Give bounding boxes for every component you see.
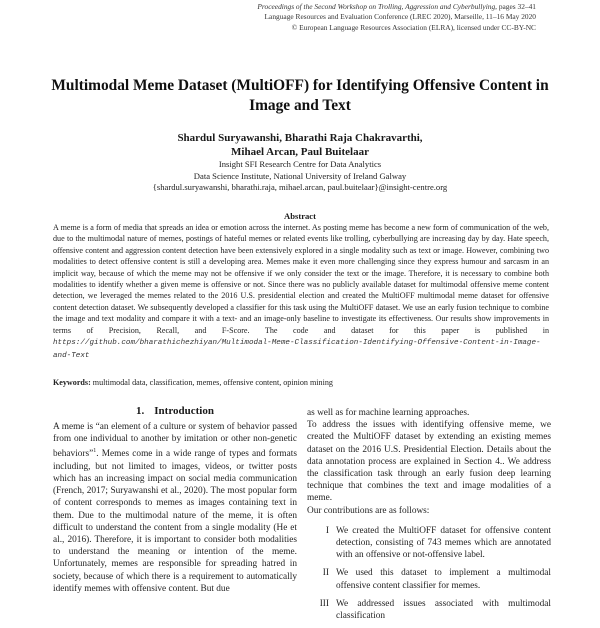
keywords-list: multimodal data, classification, memes, offensive content, opinion mining xyxy=(90,378,333,387)
affiliation-block xyxy=(60,159,540,194)
contribution-item: II We used this dataset to implement a multimodal offensive content classifier for memes. xyxy=(322,568,551,591)
footnote-marker[interactable]: 1 xyxy=(93,448,97,455)
proceedings-header xyxy=(116,2,536,33)
intro-paragraph: A meme is “an element of a culture or system of behavior passed from one individual to another by imitation or other non-genetic behaviors”$^1$. Memes come in a wide range of types and formats including, but not limited to images, videos, or twitter posts which has an increasing impact on social media communication (French, 2017; Suryawanshi et al., 2020). The most popular form of content corresponds to memes as images containing text in them. Due to the multimodal nature of the meme, it is often difficult to understand the content from a single modality (He et al., 2016). Therefore, it is important to consider both modalities to understand the meaning or intention of the meme. Unfortunately, memes are responsible for spreading hatred in society, because of which there is a requirement to automatically identify memes with offensive content. But due xyxy=(53,422,297,594)
right-column xyxy=(307,403,551,628)
code-repository-link[interactable]: https://github.com/bharathichezhiyan/Multimodal-Meme-Classification-Identifying-Offensive-Content-in-Image-and-Text xyxy=(53,339,541,361)
abstract-heading: Abstract xyxy=(284,211,316,221)
affiliation-centre: Insight SFI Research Centre for Data Analytics xyxy=(218,159,382,169)
contribution-item: I We created the MultiOFF dataset for offensive content detection, consisting of 743 memes which are annotated with an offensive or not-offensive label. xyxy=(325,525,551,561)
keywords-line xyxy=(53,378,549,387)
contribution-item: III We addressed issues associated with multimodal classification xyxy=(319,598,551,622)
license-line: © European Language Resources Association (ELRA), licensed under CC-BY-NC xyxy=(291,22,536,32)
affiliation-institute: Data Science Institute, National University of Ireland Galway xyxy=(193,170,407,181)
paper-title: Multimodal Meme Dataset (MultiOFF) for Identifying Offensive Content in Image and Text xyxy=(51,77,549,114)
keywords-label: Keywords: xyxy=(53,378,91,387)
conference-line: Language Resources and Evaluation Conference (LREC 2020), Marseille, 11–16 May 2020 xyxy=(264,12,536,22)
contributions-lead: Our contributions are as follows: xyxy=(307,505,430,516)
author-emails: {shardul.suryawanshi, bharathi.raja, mihael.arcan, paul.buitelaar}@insight-centre.org xyxy=(152,182,448,193)
intro-address-paragraph: To address the issues with identifying offensive meme, we created the MultiOFF dataset by extending an existing memes dataset on the 2016 U.S. Presidential Election. Details about the data annotation process are explained in Section 4.. We address the classification task through an early fusion deep learning technique that combines the text and image modalities of a meme. xyxy=(307,420,551,504)
venue-line: Proceedings of the Second Workshop on Trolling, Aggression and Cyberbullying, pages 32–41 xyxy=(257,2,536,11)
left-column xyxy=(53,403,297,595)
intro-continuation: as well as for machine learning approaches. xyxy=(307,408,470,418)
abstract-body: A meme is a form of media that spreads an idea or emotion across the internet. As posting meme has become a new form of communication of the web, due to the multimodal nature of memes, postings of hateful memes or related events like trolling, cyberbullying are increasing day by day. Hate speech, offensive content and aggression content detection have been extensively explored in a single modality such as text or image. However, combining two modalities to detect offensive content is still a developing area. Memes make it even more challenging since they express humour and sarcasm in an implicit way, because of which the meme may not be offensive if we only consider the text or the image. Therefore, it is necessary to combine both modalities to identify whether a given meme is offensive or not. Since there was no publicly available dataset for multimodal offensive meme content detection, we leveraged the memes related to the 2016 U.S. presidential election and created the MultiOFF multimodal meme dataset for offensive content detection dataset. We subsequently developed a classifier for this task using the MultiOFF dataset. We use an early fusion technique to combine the image and text modality and compare it with a text- and an image-only baseline to investigate its effectiveness. Our results show improvements in terms of Precision, Recall, and F-Score. The code and dataset for this paper is published in https://github.com/bharathichezhiyan/Multimodal-Meme-Classification-Identifying-Offensive-Content-in-Image-and-Text xyxy=(53,223,549,361)
author-list: Shardul Suryawanshi, Bharathi Raja Chakravarthi, Mihael Arcan, Paul Buitelaar xyxy=(177,132,423,158)
contributions-list xyxy=(307,525,551,622)
section-heading-introduction: 1. Introduction xyxy=(136,405,214,417)
